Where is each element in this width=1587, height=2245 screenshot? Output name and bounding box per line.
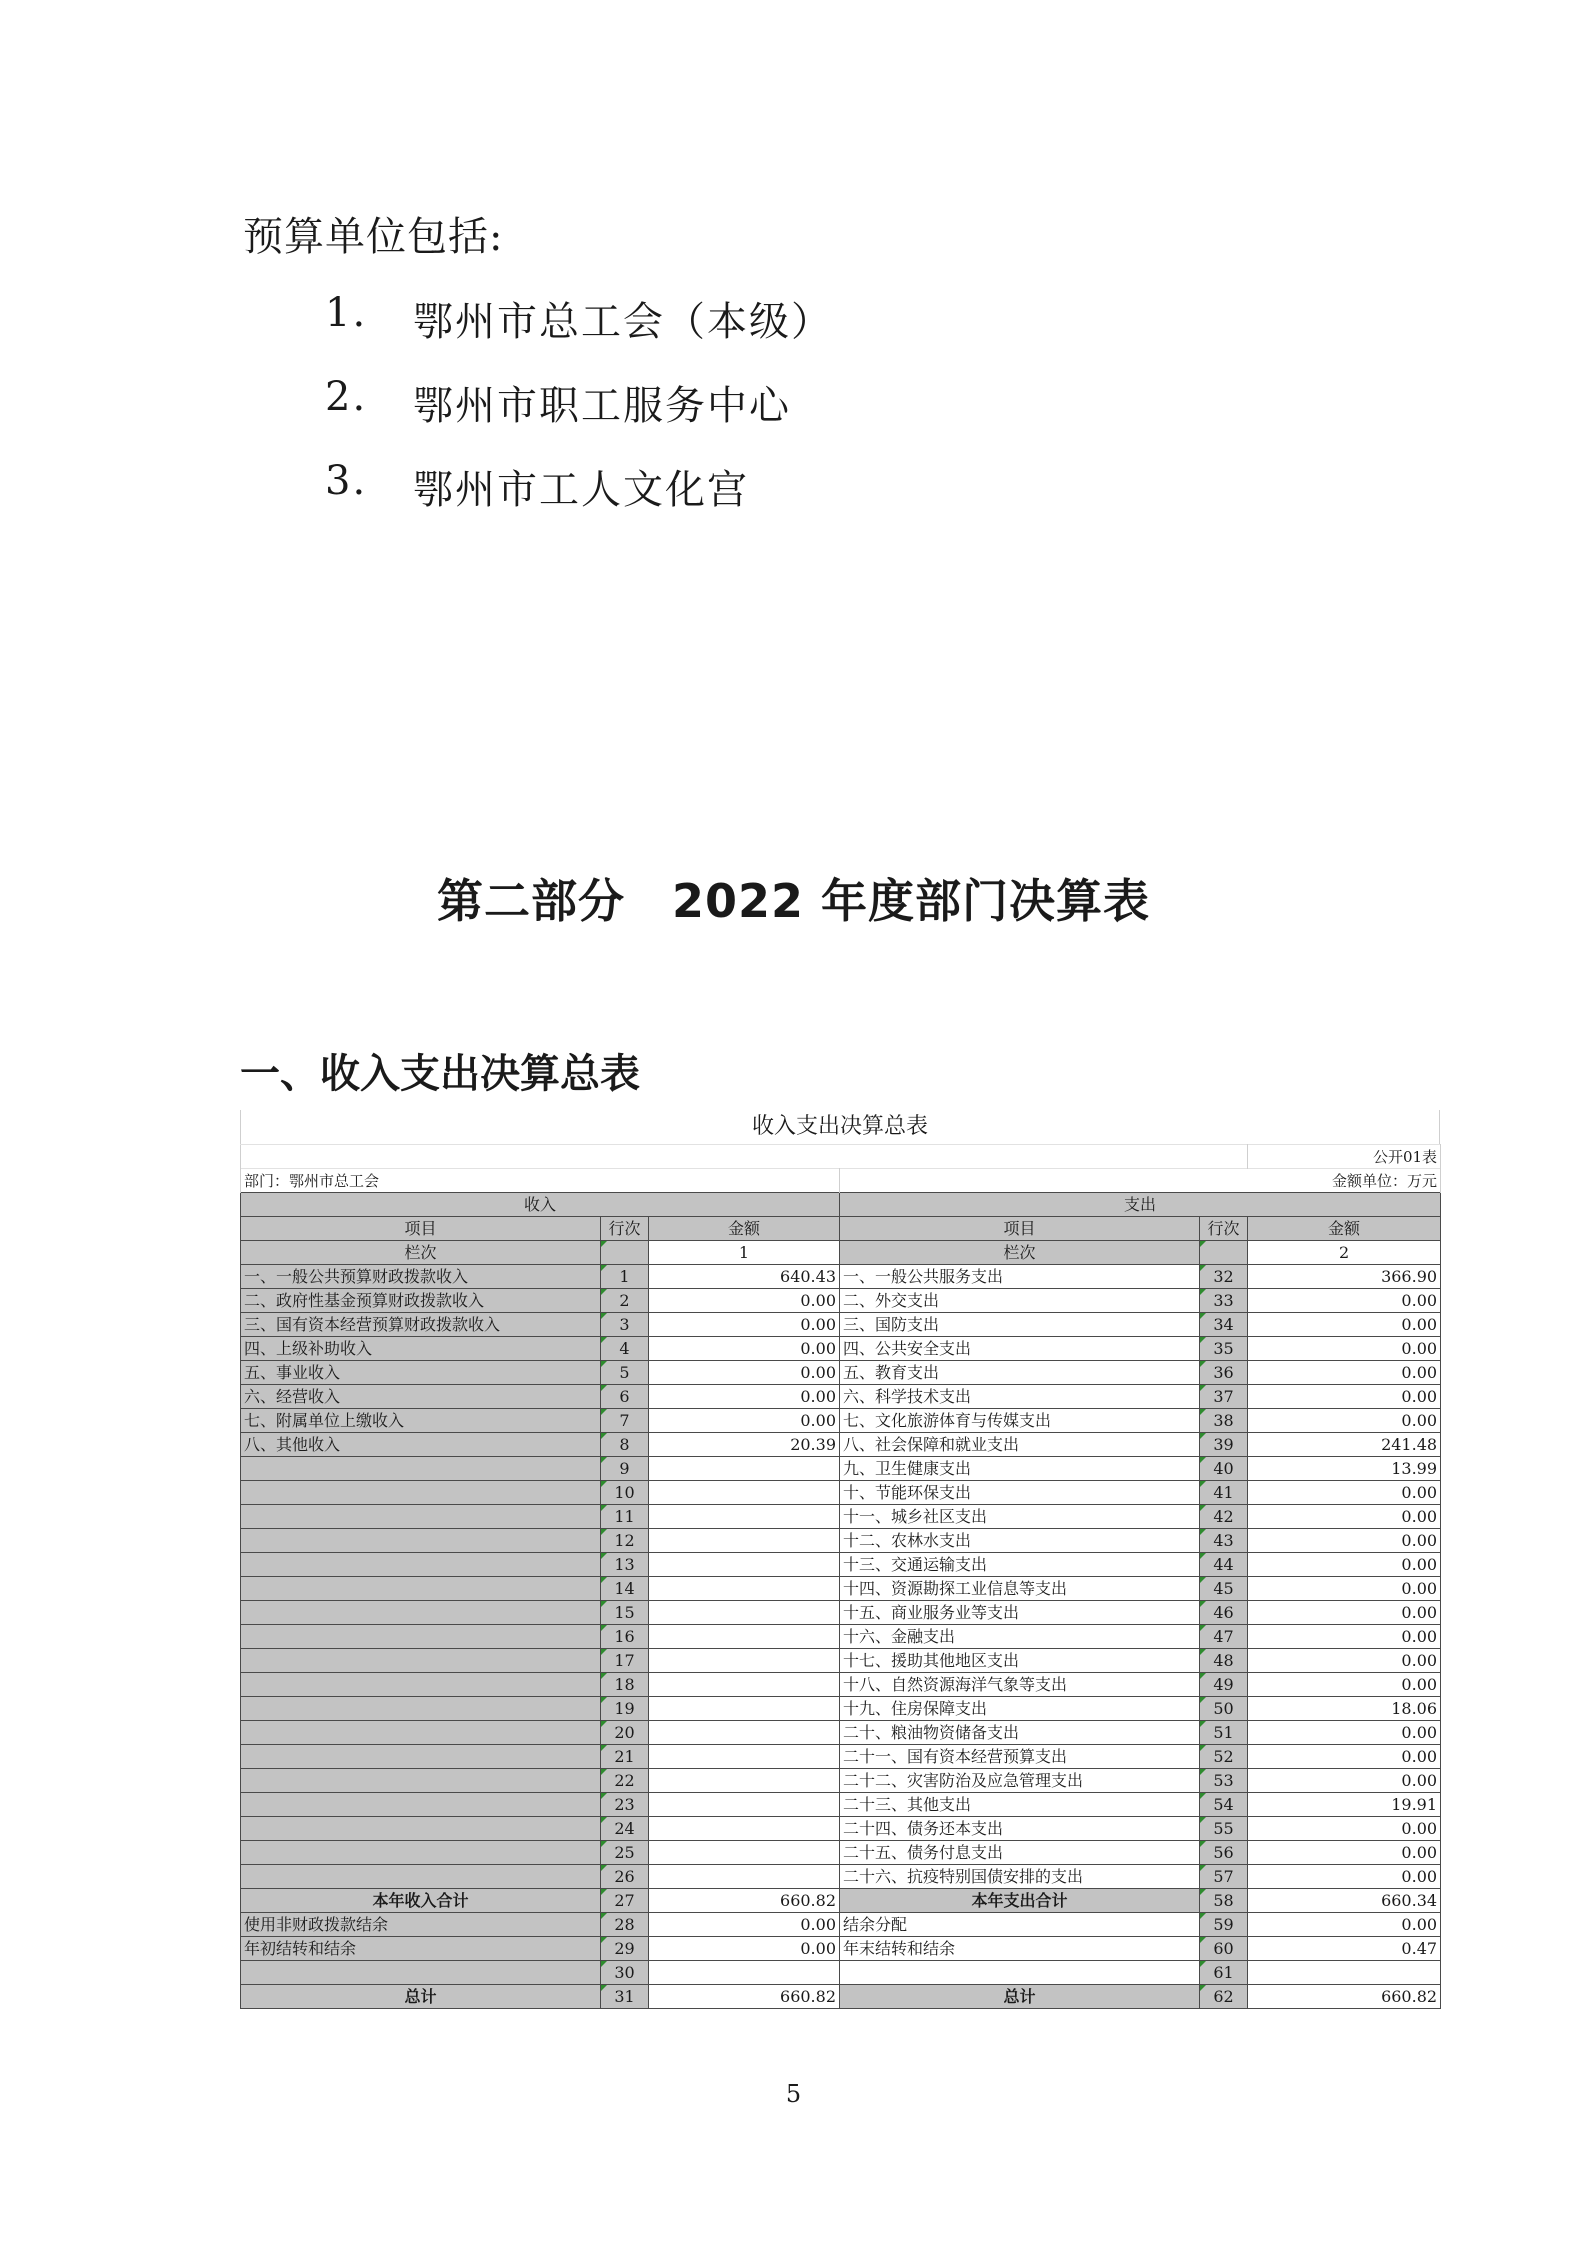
income-item-cell	[241, 1961, 601, 1985]
expense-item-cell: 十八、自然资源海洋气象等支出	[840, 1673, 1200, 1697]
table-row	[241, 1817, 1441, 1841]
expense-row-number: 37	[1200, 1385, 1248, 1409]
income-amount-cell: 0.00	[649, 1337, 840, 1361]
table-row	[241, 1529, 1441, 1553]
income-row-number: 28	[601, 1913, 649, 1937]
expense-amount-cell: 0.00	[1248, 1841, 1441, 1865]
expense-amount-cell: 0.00	[1248, 1673, 1441, 1697]
expense-item-cell: 本年支出合计	[840, 1889, 1200, 1913]
expense-row-number: 51	[1200, 1721, 1248, 1745]
income-item-cell: 年初结转和结余	[241, 1937, 601, 1961]
income-row-number: 4	[601, 1337, 649, 1361]
income-row-number: 1	[601, 1265, 649, 1289]
table-row	[241, 1673, 1441, 1697]
income-lanci-blank	[601, 1241, 649, 1265]
income-amount-cell: 660.82	[649, 1985, 840, 2009]
income-item-cell	[241, 1601, 601, 1625]
table-row	[241, 1265, 1441, 1289]
table-row	[241, 1337, 1441, 1361]
expense-item-cell: 十九、住房保障支出	[840, 1697, 1200, 1721]
column-header-row	[241, 1217, 1441, 1241]
expense-row-number: 34	[1200, 1313, 1248, 1337]
intro-label: 预算单位包括:	[243, 214, 504, 260]
income-row-number: 5	[601, 1361, 649, 1385]
income-column-number: 1	[649, 1241, 840, 1265]
table-row	[241, 1457, 1441, 1481]
income-item-cell: 七、附属单位上缴收入	[241, 1409, 601, 1433]
total-row	[241, 1985, 1441, 2009]
income-row-number: 17	[601, 1649, 649, 1673]
income-item-cell: 四、上级补助收入	[241, 1337, 601, 1361]
expense-row-number: 44	[1200, 1553, 1248, 1577]
income-item-cell	[241, 1793, 601, 1817]
table-row	[241, 1289, 1441, 1313]
expense-amount-cell: 0.00	[1248, 1337, 1441, 1361]
expense-item-cell: 三、国防支出	[840, 1313, 1200, 1337]
income-amount-cell	[649, 1481, 840, 1505]
income-item-cell	[241, 1505, 601, 1529]
income-amount-cell	[649, 1577, 840, 1601]
expense-row-number: 59	[1200, 1913, 1248, 1937]
page-number: 5	[785, 2080, 802, 2108]
table-row	[241, 1577, 1441, 1601]
income-row-number: 21	[601, 1745, 649, 1769]
income-row-number: 22	[601, 1769, 649, 1793]
summary-table	[240, 1144, 1441, 2009]
expense-item-cell: 结余分配	[840, 1913, 1200, 1937]
expense-amount-cell: 0.00	[1248, 1649, 1441, 1673]
expense-header: 支出	[840, 1193, 1441, 1217]
income-row-number: 19	[601, 1697, 649, 1721]
expense-row-number: 57	[1200, 1865, 1248, 1889]
expense-row-number: 62	[1200, 1985, 1248, 2009]
income-amount-cell	[649, 1745, 840, 1769]
table-row	[241, 1313, 1441, 1337]
expense-amount-cell: 0.00	[1248, 1385, 1441, 1409]
column-number-row	[241, 1241, 1441, 1265]
unit-item	[325, 374, 791, 431]
income-item-cell: 总计	[241, 1985, 601, 2009]
income-amount-cell: 0.00	[649, 1385, 840, 1409]
amount-unit: 金额单位：万元	[840, 1169, 1441, 1193]
income-row-number: 7	[601, 1409, 649, 1433]
expense-column-number: 2	[1248, 1241, 1441, 1265]
income-item-cell	[241, 1769, 601, 1793]
income-row-header: 行次	[601, 1217, 649, 1241]
expense-item-cell: 四、公共安全支出	[840, 1337, 1200, 1361]
expense-amount-cell: 0.00	[1248, 1505, 1441, 1529]
expense-item-header: 项目	[840, 1217, 1200, 1241]
form-number-row	[241, 1145, 1441, 1169]
income-amount-cell: 0.00	[649, 1313, 840, 1337]
income-amount-cell	[649, 1817, 840, 1841]
income-amount-cell	[649, 1457, 840, 1481]
unit-item	[325, 458, 749, 515]
expense-item-cell: 二十一、国有资本经营预算支出	[840, 1745, 1200, 1769]
expense-row-header: 行次	[1200, 1217, 1248, 1241]
income-amount-cell	[649, 1769, 840, 1793]
expense-item-cell: 十七、援助其他地区支出	[840, 1649, 1200, 1673]
expense-item-cell: 九、卫生健康支出	[840, 1457, 1200, 1481]
part-title: 第二部分 2022 年度部门决算表	[436, 874, 1151, 928]
expense-row-number: 47	[1200, 1625, 1248, 1649]
income-row-number: 8	[601, 1433, 649, 1457]
expense-row-number: 56	[1200, 1841, 1248, 1865]
expense-amount-cell: 0.00	[1248, 1913, 1441, 1937]
expense-amount-cell: 19.91	[1248, 1793, 1441, 1817]
form-number: 公开01表	[1248, 1145, 1441, 1169]
expense-row-number: 32	[1200, 1265, 1248, 1289]
expense-item-cell: 十二、农林水支出	[840, 1529, 1200, 1553]
table-row	[241, 1505, 1441, 1529]
expense-row-number: 61	[1200, 1961, 1248, 1985]
income-item-cell	[241, 1481, 601, 1505]
unit-number: 3.	[325, 458, 368, 504]
income-row-number: 31	[601, 1985, 649, 2009]
income-amount-cell	[649, 1961, 840, 1985]
table-row	[241, 1433, 1441, 1457]
table-row	[241, 1481, 1441, 1505]
income-amount-cell	[649, 1673, 840, 1697]
table-row	[241, 1745, 1441, 1769]
income-amount-cell	[649, 1697, 840, 1721]
expense-row-number: 54	[1200, 1793, 1248, 1817]
income-row-number: 6	[601, 1385, 649, 1409]
table-row	[241, 1865, 1441, 1889]
income-row-number: 9	[601, 1457, 649, 1481]
income-row-number: 11	[601, 1505, 649, 1529]
expense-item-cell: 二十五、债务付息支出	[840, 1841, 1200, 1865]
expense-item-cell: 二十三、其他支出	[840, 1793, 1200, 1817]
expense-row-number: 45	[1200, 1577, 1248, 1601]
income-row-number: 25	[601, 1841, 649, 1865]
expense-row-number: 39	[1200, 1433, 1248, 1457]
table-row	[241, 1697, 1441, 1721]
expense-row-number: 53	[1200, 1769, 1248, 1793]
income-row-number: 30	[601, 1961, 649, 1985]
expense-row-number: 36	[1200, 1361, 1248, 1385]
department-row	[241, 1169, 1441, 1193]
income-item-cell	[241, 1865, 601, 1889]
expense-amount-cell: 0.00	[1248, 1865, 1441, 1889]
income-amount-cell: 0.00	[649, 1289, 840, 1313]
table-row	[241, 1553, 1441, 1577]
table-row	[241, 1769, 1441, 1793]
expense-amount-cell: 13.99	[1248, 1457, 1441, 1481]
expense-amount-cell: 0.47	[1248, 1937, 1441, 1961]
expense-amount-cell: 0.00	[1248, 1721, 1441, 1745]
income-row-number: 13	[601, 1553, 649, 1577]
income-item-cell: 本年收入合计	[241, 1889, 601, 1913]
income-item-cell	[241, 1841, 601, 1865]
expense-item-cell: 二十六、抗疫特别国债安排的支出	[840, 1865, 1200, 1889]
income-item-cell: 一、一般公共预算财政拨款收入	[241, 1265, 601, 1289]
income-item-cell	[241, 1721, 601, 1745]
expense-item-cell: 五、教育支出	[840, 1361, 1200, 1385]
expense-amount-cell: 0.00	[1248, 1601, 1441, 1625]
expense-row-number: 46	[1200, 1601, 1248, 1625]
income-amount-cell	[649, 1721, 840, 1745]
unit-name: 鄂州市工人文化宫	[413, 467, 749, 513]
expense-item-cell: 七、文化旅游体育与传媒支出	[840, 1409, 1200, 1433]
expense-amount-cell: 0.00	[1248, 1313, 1441, 1337]
income-row-number: 20	[601, 1721, 649, 1745]
expense-amount-cell: 0.00	[1248, 1769, 1441, 1793]
income-item-cell: 八、其他收入	[241, 1433, 601, 1457]
expense-item-cell: 十、节能环保支出	[840, 1481, 1200, 1505]
income-amount-cell	[649, 1505, 840, 1529]
table-row	[241, 1385, 1441, 1409]
table-row	[241, 1913, 1441, 1937]
income-amount-cell	[649, 1865, 840, 1889]
table-row	[241, 1601, 1441, 1625]
expense-amount-cell: 660.34	[1248, 1889, 1441, 1913]
income-item-cell	[241, 1577, 601, 1601]
income-amount-cell	[649, 1841, 840, 1865]
expense-amount-cell: 241.48	[1248, 1433, 1441, 1457]
income-item-header: 项目	[241, 1217, 601, 1241]
expense-item-cell: 二十二、灾害防治及应急管理支出	[840, 1769, 1200, 1793]
income-row-number: 18	[601, 1673, 649, 1697]
income-item-cell	[241, 1673, 601, 1697]
expense-item-cell: 十四、资源勘探工业信息等支出	[840, 1577, 1200, 1601]
unit-number: 2.	[325, 374, 368, 420]
income-row-number: 10	[601, 1481, 649, 1505]
expense-item-cell: 六、科学技术支出	[840, 1385, 1200, 1409]
income-item-cell	[241, 1529, 601, 1553]
income-item-cell	[241, 1745, 601, 1769]
unit-item	[325, 290, 833, 347]
subtotal-row	[241, 1889, 1441, 1913]
income-row-number: 3	[601, 1313, 649, 1337]
expense-row-number: 60	[1200, 1937, 1248, 1961]
summary-sheet	[240, 1110, 1440, 2009]
expense-row-number: 33	[1200, 1289, 1248, 1313]
expense-row-number: 49	[1200, 1673, 1248, 1697]
expense-amount-header: 金额	[1248, 1217, 1441, 1241]
expense-amount-cell: 0.00	[1248, 1481, 1441, 1505]
income-row-number: 2	[601, 1289, 649, 1313]
expense-row-number: 55	[1200, 1817, 1248, 1841]
table-row	[241, 1793, 1441, 1817]
income-amount-cell	[649, 1601, 840, 1625]
expense-item-cell: 年末结转和结余	[840, 1937, 1200, 1961]
expense-item-cell: 十五、商业服务业等支出	[840, 1601, 1200, 1625]
expense-amount-cell: 366.90	[1248, 1265, 1441, 1289]
expense-amount-cell: 0.00	[1248, 1289, 1441, 1313]
income-amount-cell	[649, 1625, 840, 1649]
income-header: 收入	[241, 1193, 840, 1217]
expense-item-cell: 十一、城乡社区支出	[840, 1505, 1200, 1529]
expense-row-number: 38	[1200, 1409, 1248, 1433]
income-row-number: 23	[601, 1793, 649, 1817]
income-row-number: 24	[601, 1817, 649, 1841]
income-item-cell	[241, 1553, 601, 1577]
expense-item-cell	[840, 1961, 1200, 1985]
expense-amount-cell	[1248, 1961, 1441, 1985]
table-row	[241, 1841, 1441, 1865]
income-row-number: 29	[601, 1937, 649, 1961]
income-item-cell: 五、事业收入	[241, 1361, 601, 1385]
income-item-cell: 二、政府性基金预算财政拨款收入	[241, 1289, 601, 1313]
table-row	[241, 1361, 1441, 1385]
expense-row-number: 58	[1200, 1889, 1248, 1913]
income-item-cell	[241, 1697, 601, 1721]
expense-amount-cell: 0.00	[1248, 1553, 1441, 1577]
income-amount-cell: 640.43	[649, 1265, 840, 1289]
expense-lanci-label: 栏次	[840, 1241, 1200, 1265]
expense-row-number: 50	[1200, 1697, 1248, 1721]
unit-number: 1.	[325, 290, 368, 336]
income-row-number: 26	[601, 1865, 649, 1889]
income-lanci-label: 栏次	[241, 1241, 601, 1265]
expense-amount-cell: 0.00	[1248, 1529, 1441, 1553]
income-amount-cell	[649, 1553, 840, 1577]
unit-name: 鄂州市总工会（本级）	[413, 299, 833, 345]
table-row	[241, 1961, 1441, 1985]
expense-amount-cell: 0.00	[1248, 1577, 1441, 1601]
income-amount-cell: 0.00	[649, 1361, 840, 1385]
expense-item-cell: 二十四、债务还本支出	[840, 1817, 1200, 1841]
income-row-number: 16	[601, 1625, 649, 1649]
expense-row-number: 40	[1200, 1457, 1248, 1481]
income-amount-cell: 0.00	[649, 1409, 840, 1433]
section-title: 一、收入支出决算总表	[240, 1051, 640, 1097]
income-amount-cell	[649, 1529, 840, 1553]
group-header-row	[241, 1193, 1441, 1217]
expense-row-number: 43	[1200, 1529, 1248, 1553]
income-row-number: 15	[601, 1601, 649, 1625]
income-item-cell	[241, 1649, 601, 1673]
expense-item-cell: 十三、交通运输支出	[840, 1553, 1200, 1577]
expense-amount-cell: 0.00	[1248, 1817, 1441, 1841]
expense-lanci-blank	[1200, 1241, 1248, 1265]
income-item-cell: 六、经营收入	[241, 1385, 601, 1409]
income-amount-header: 金额	[649, 1217, 840, 1241]
expense-amount-cell: 0.00	[1248, 1361, 1441, 1385]
income-amount-cell: 660.82	[649, 1889, 840, 1913]
expense-item-cell: 八、社会保障和就业支出	[840, 1433, 1200, 1457]
table-row	[241, 1625, 1441, 1649]
income-item-cell: 使用非财政拨款结余	[241, 1913, 601, 1937]
income-row-number: 12	[601, 1529, 649, 1553]
expense-amount-cell: 0.00	[1248, 1625, 1441, 1649]
unit-name: 鄂州市职工服务中心	[413, 383, 791, 429]
expense-amount-cell: 660.82	[1248, 1985, 1441, 2009]
income-row-number: 14	[601, 1577, 649, 1601]
income-amount-cell	[649, 1793, 840, 1817]
department-label: 部门：鄂州市总工会	[241, 1169, 840, 1193]
expense-amount-cell: 18.06	[1248, 1697, 1441, 1721]
table-row	[241, 1937, 1441, 1961]
income-item-cell	[241, 1625, 601, 1649]
table-row	[241, 1721, 1441, 1745]
income-amount-cell	[649, 1649, 840, 1673]
income-item-cell	[241, 1817, 601, 1841]
income-row-number: 27	[601, 1889, 649, 1913]
table-row	[241, 1409, 1441, 1433]
income-amount-cell: 0.00	[649, 1937, 840, 1961]
income-amount-cell: 0.00	[649, 1913, 840, 1937]
sheet-title: 收入支出决算总表	[240, 1110, 1440, 1144]
income-amount-cell: 20.39	[649, 1433, 840, 1457]
expense-item-cell: 总计	[840, 1985, 1200, 2009]
expense-item-cell: 一、一般公共服务支出	[840, 1265, 1200, 1289]
expense-row-number: 52	[1200, 1745, 1248, 1769]
expense-item-cell: 二、外交支出	[840, 1289, 1200, 1313]
expense-row-number: 48	[1200, 1649, 1248, 1673]
expense-row-number: 41	[1200, 1481, 1248, 1505]
expense-row-number: 42	[1200, 1505, 1248, 1529]
income-item-cell	[241, 1457, 601, 1481]
expense-amount-cell: 0.00	[1248, 1745, 1441, 1769]
expense-item-cell: 十六、金融支出	[840, 1625, 1200, 1649]
expense-row-number: 35	[1200, 1337, 1248, 1361]
table-row	[241, 1649, 1441, 1673]
income-item-cell: 三、国有资本经营预算财政拨款收入	[241, 1313, 601, 1337]
expense-amount-cell: 0.00	[1248, 1409, 1441, 1433]
expense-item-cell: 二十、粮油物资储备支出	[840, 1721, 1200, 1745]
